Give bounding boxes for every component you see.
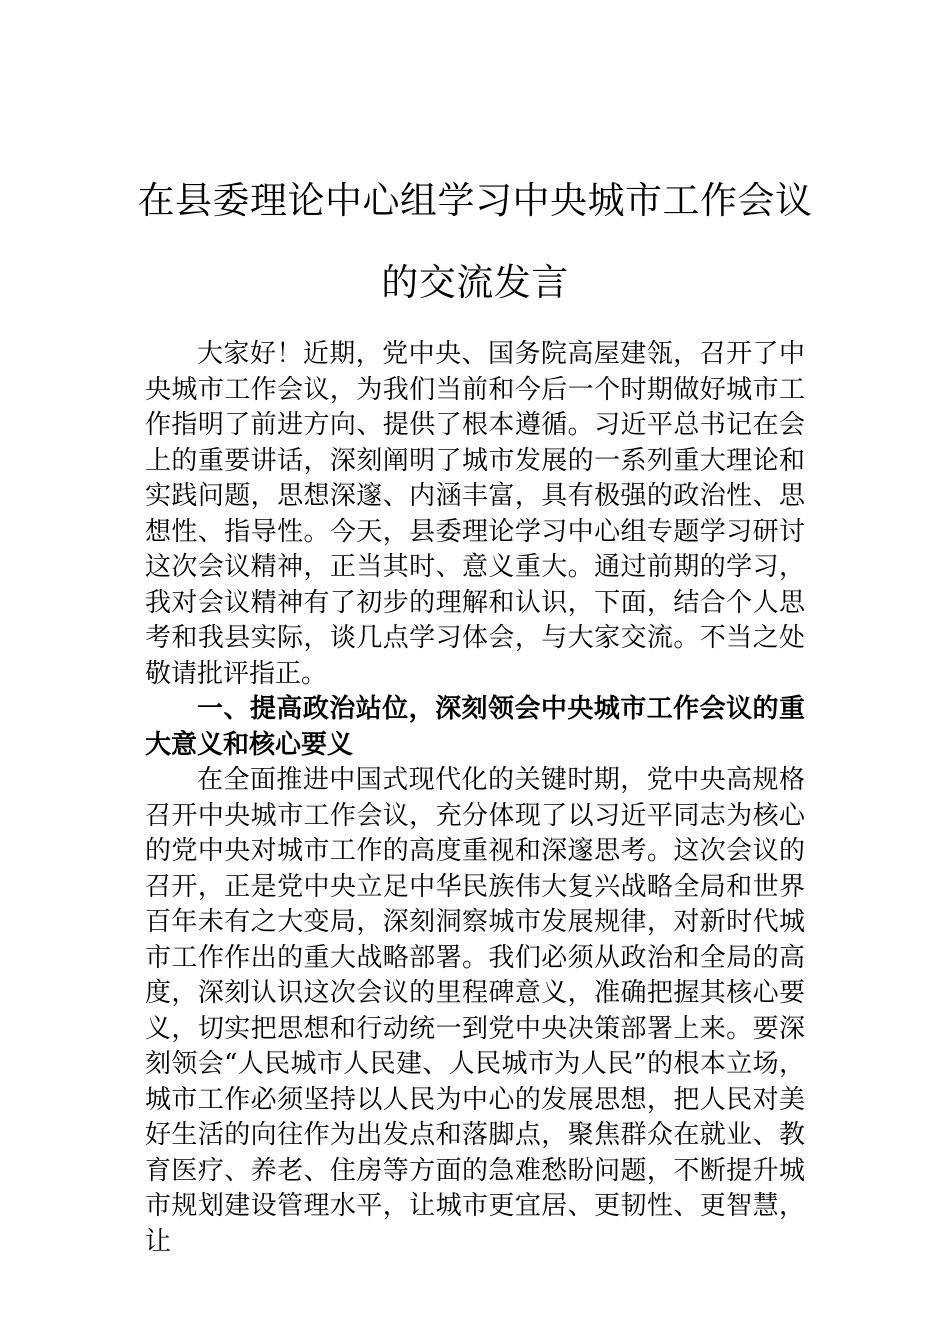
- paragraph-intro: 大家好！近期，党中央、国务院高屋建瓴，召开了中央城市工作会议，为我们当前和今后一个时期做好城市工作指明了前进方向、提供了根本遵循。习近平总书记在会上的重要讲话，深刻阐明了城市发展的一系列重大理论和实践问题，思想深邃、内涵丰富，具有极强的政治性、思想性、指导性。今天，县委理论学习中心组专题学习研讨这次会议精神，正当其时、意义重大。通过前期的学习，我对会议精神有了初步的理解和认识，下面，结合个人思考和我县实际，谈几点学习体会，与大家交流。不当之处敬请批评指正。: [145, 339, 805, 689]
- section-heading-1: 一、提高政治站位，深刻领会中央城市工作会议的重大意义和核心要义: [145, 694, 805, 760]
- paragraph-section-1: 在全面推进中国式现代化的关键时期，党中央高规格召开中央城市工作会议，充分体现了以习近平同志为核心的党中央对城市工作的高度重视和深邃思考。这次会议的召开，正是党中央立足中华民族伟大复兴战略全局和世界百年未有之大变局，深刻洞察城市发展规律，对新时代城市工作作出的重大战略部署。我们必须从政治和全局的高度，深刻认识这次会议的里程碑意义，准确把握其核心要义，切实把思想和行动统一到党中央决策部署上来。要深刻领会“人民城市人民建、人民城市为人民”的根本立场，城市工作必须坚持以人民为中心的发展思想，把人民对美好生活的向往作为出发点和落脚点，聚焦群众在就业、教育医疗、养老、住房等方面的急难愁盼问题，不断提升城市规划建设管理水平，让城市更宜居、更韧性、更智慧，让: [145, 765, 805, 1257]
- title-line-2: 的交流发言: [381, 261, 569, 304]
- document-body: [145, 337, 805, 1260]
- document-title: [120, 160, 830, 324]
- title-line-1: 在县委理论中心组学习中央城市工作会议: [137, 179, 813, 222]
